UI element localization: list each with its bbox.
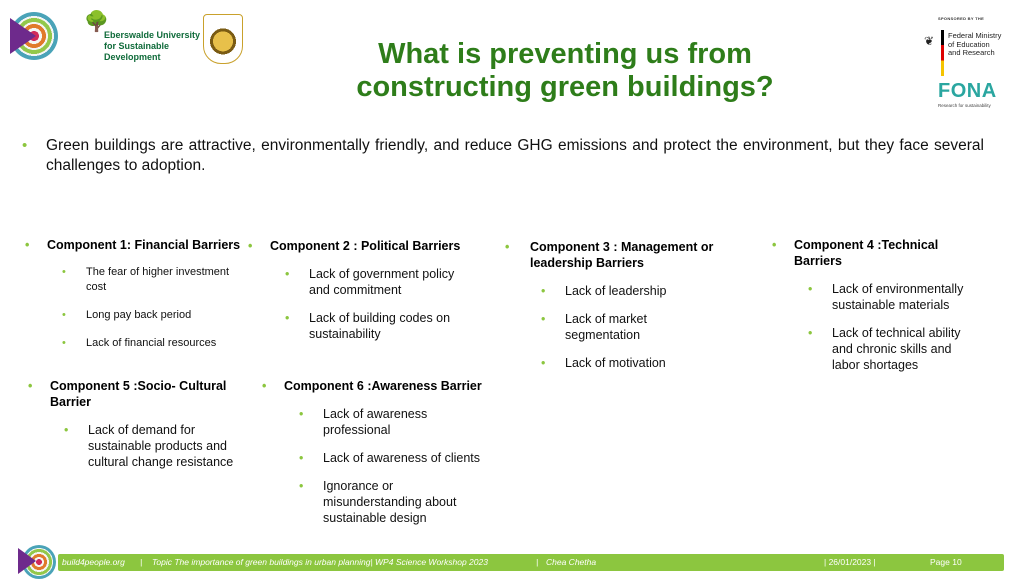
list-item: Lack of awareness professional [323, 407, 428, 437]
bullet-icon: • [541, 356, 546, 370]
university-logo-text: Eberswalde University for Sustainable Development [104, 30, 201, 62]
component-1: • Component 1: Financial Barriers • The fear of higher investment cost • Long pay back period • Lack of financial resources [25, 238, 241, 349]
list-item: Long pay back period [86, 309, 192, 321]
bullet-icon: • [285, 267, 290, 281]
footer-topic: Topic The importance of green buildings in urban planning| WP4 Science Workshop 2023 [152, 557, 488, 567]
bullet-icon: • [62, 266, 66, 278]
list-item: The fear of higher investment cost [86, 266, 230, 293]
list-item: Lack of leadership [565, 284, 667, 298]
bullet-icon: • [299, 451, 304, 465]
bullet-icon: • [64, 423, 69, 437]
german-flag-bar [941, 30, 944, 76]
bullet-icon: • [262, 379, 267, 393]
bullet-icon: • [299, 479, 304, 493]
slide-title: What is preventing us from constructing green buildings? [356, 38, 774, 103]
bullet-icon: • [505, 240, 510, 254]
list-item: Lack of government policy and commitment [309, 267, 455, 297]
tree-icon: 🌳 [84, 11, 109, 33]
bullet-icon: • [62, 337, 66, 349]
ministry-logo-text: Federal Ministry of Education and Research [948, 31, 1002, 58]
eagle-icon: ❦ [924, 34, 935, 48]
bullet-icon: • [808, 326, 813, 340]
list-item: Lack of financial resources [86, 337, 217, 349]
footer-date: | 26/01/2023 | [824, 557, 876, 567]
list-item: Lack of technical ability and chronic skills and labor shortages [832, 326, 961, 372]
list-item: Lack of motivation [565, 356, 666, 370]
bullet-icon: • [808, 282, 813, 296]
bullet-icon: • [28, 379, 33, 393]
bullet-icon: • [62, 309, 66, 321]
bullet-icon: • [22, 137, 28, 154]
university-crest-icon [203, 14, 243, 64]
footer-page-number: Page 10 [930, 557, 962, 567]
bullet-icon: • [25, 238, 30, 252]
bullet-icon: • [299, 407, 304, 421]
footer-triangle-icon [18, 548, 36, 574]
fona-subtitle: Research for sustainability [938, 103, 991, 108]
list-item: Lack of demand for sustainable products and cultural change resistance [88, 423, 234, 469]
footer-site: build4people.org [62, 557, 125, 567]
bullet-icon: • [285, 311, 290, 325]
list-item: Lack of environmentally sustainable materials [832, 282, 964, 312]
sponsored-by-label: SPONSORED BY THE [938, 16, 985, 21]
component-6: • Component 6 :Awareness Barrier • Lack of awareness professional • Lack of awareness of clients • Ignorance or misunderstanding about sustainable design [262, 379, 482, 525]
list-item: Lack of awareness of clients [323, 451, 481, 465]
component-5: • Component 5 :Socio- Cultural Barrier • Lack of demand for sustainable products and cultural change resistance [28, 379, 234, 469]
component-2: • Component 2 : Political Barriers • Lack of government policy and commitment • Lack of building codes on sustainability [248, 239, 461, 341]
footer-author: Chea Chetha [546, 557, 597, 567]
list-item: Ignorance or misunderstanding about sustainable design [323, 479, 457, 525]
bullet-icon: • [772, 238, 777, 252]
footer-bar: build4people.org | Topic The importance of green buildings in urban planning| WP4 Science Workshop 2023 | Chea Chetha | 26/01/2023 | Page 10 [58, 554, 1004, 571]
list-item: Lack of market segmentation [565, 312, 647, 342]
intro-bullet: • Green buildings are attractive, environmentally friendly, and reduce GHG emissions and protect the environment, but they face several challenges to adoption. [22, 137, 984, 174]
logo-triangle-icon [10, 18, 36, 54]
list-item: Lack of building codes on sustainability [309, 311, 451, 341]
component-4: • Component 4 :Technical Barriers • Lack of environmentally sustainable materials • Lack of technical ability and chronic skills and labor shortages [772, 238, 964, 372]
component-3: • Component 3 : Management or leadership Barriers • Lack of leadership • Lack of market segmentation • Lack of motivation [505, 240, 714, 370]
bullet-icon: • [541, 284, 546, 298]
bullet-icon: • [541, 312, 546, 326]
fona-logo: FONA [938, 80, 997, 102]
bullet-icon: • [248, 239, 253, 253]
